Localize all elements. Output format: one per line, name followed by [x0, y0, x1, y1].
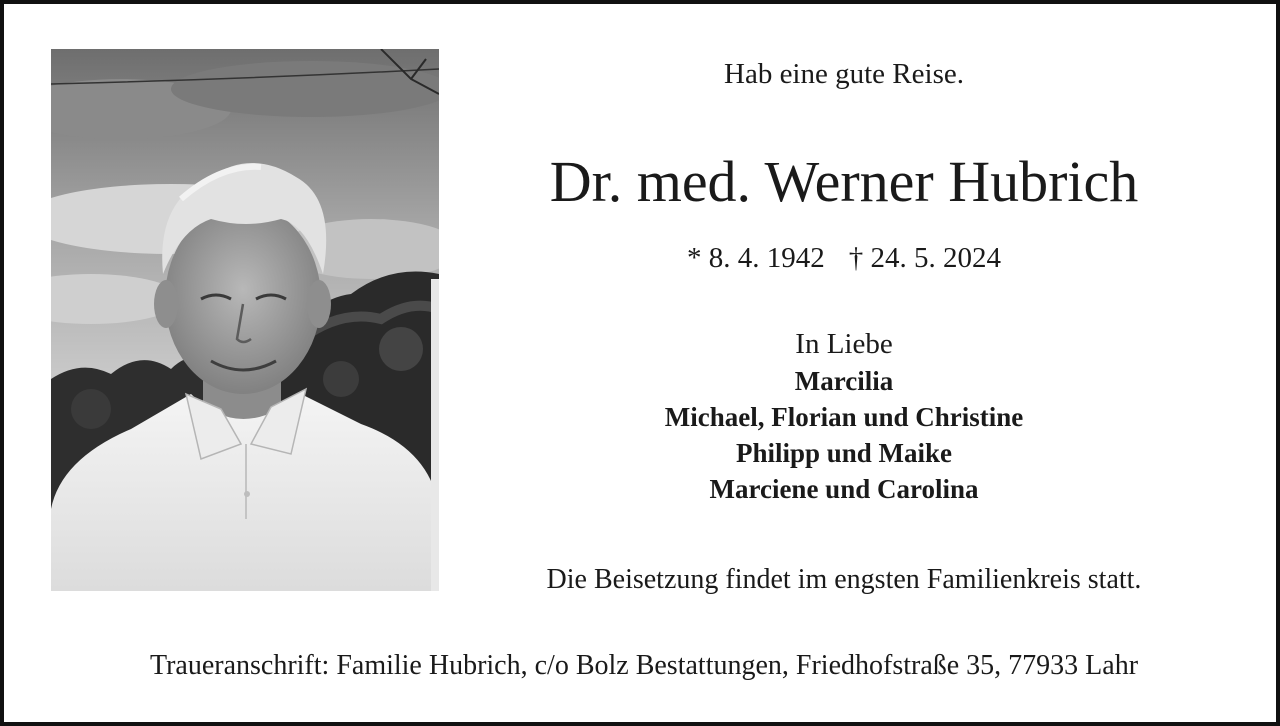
in-love-label: In Liebe [795, 328, 893, 360]
deceased-name: Dr. med. Werner Hubrich [549, 149, 1139, 214]
death-date: † 24. 5. 2024 [848, 242, 1001, 274]
portrait-photo [51, 49, 439, 591]
funeral-note: Die Beisetzung findet im engsten Familienkreis statt. [546, 564, 1142, 595]
mourner-line: Marcilia [794, 366, 894, 396]
mourners-list [474, 363, 1214, 507]
life-dates [474, 240, 1214, 276]
mourner-line: Philipp und Maike [735, 438, 953, 468]
motto: Hab eine gute Reise. [724, 58, 964, 90]
mourner-line: Marciene und Carolina [709, 474, 979, 504]
mourner-line: Michael, Florian und Christine [664, 402, 1024, 432]
birth-date: * 8. 4. 1942 [687, 242, 825, 274]
mourning-address: Traueranschrift: Familie Hubrich, c/o Bolz Bestattungen, Friedhofstraße 35, 77933 Lahr [149, 650, 1139, 681]
portrait-image [51, 49, 439, 591]
